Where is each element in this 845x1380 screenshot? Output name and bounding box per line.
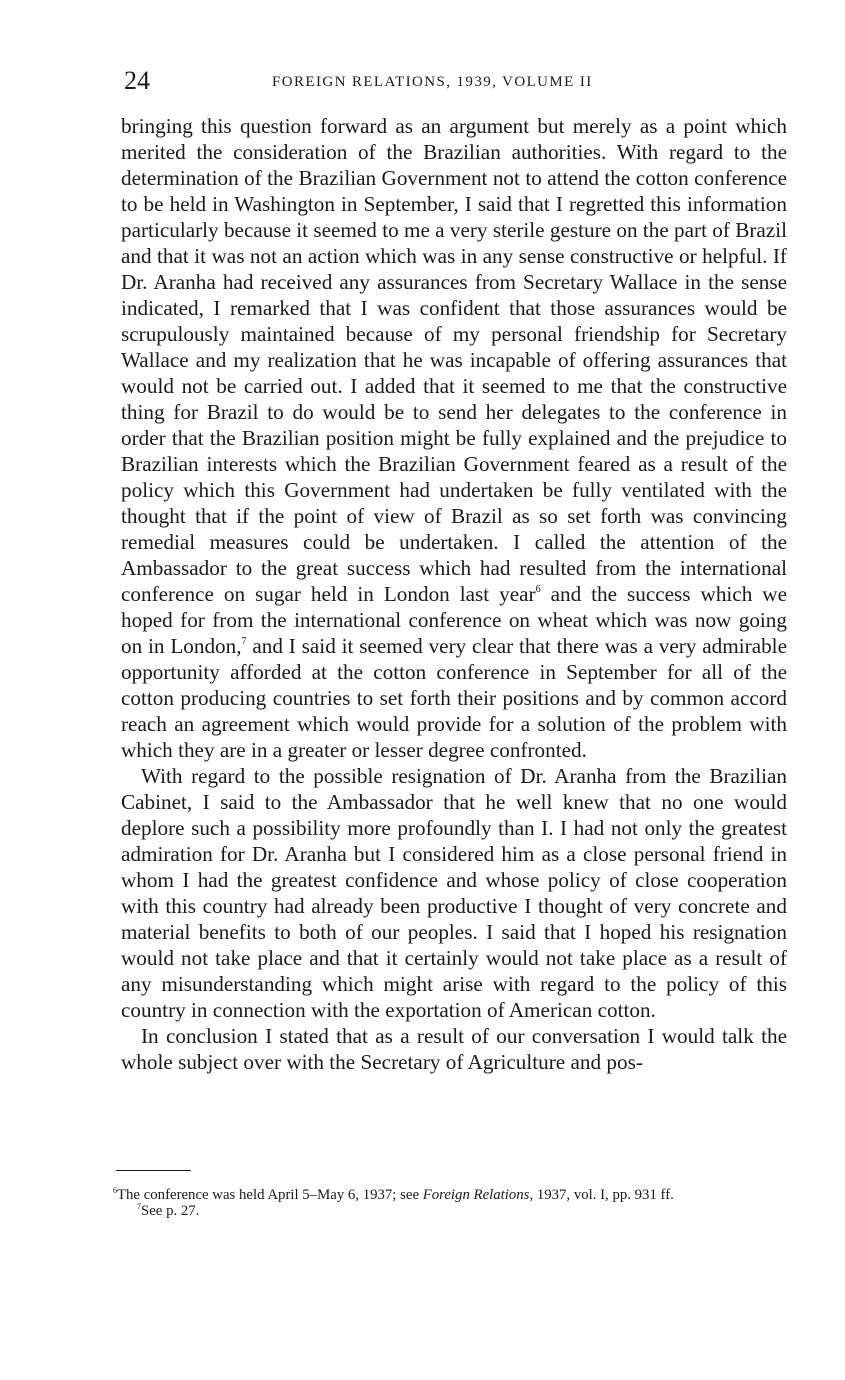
footnote-7-marker: 7 (137, 1202, 141, 1211)
footnote-ref-6[interactable]: 6 (535, 584, 541, 595)
footnote-6 (113, 1187, 785, 1203)
running-head (124, 66, 786, 96)
running-title: FOREIGN RELATIONS, 1939, VOLUME II (272, 74, 593, 90)
footnote-6-text-a: The conference was held April 5–May 6, 1937; see (117, 1187, 423, 1203)
footnote-7-text: See p. 27. (141, 1203, 200, 1219)
footnote-divider (116, 1170, 191, 1171)
footnote-ref-7[interactable]: 7 (241, 636, 247, 647)
paragraph-3: In conclusion I stated that as a result of our conversation I would talk the whole subject over with the Secretary of Agriculture and pos- (121, 1024, 787, 1074)
paragraph-1-text-c: and I said it seemed very clear that there was a very admirable opportunity afforded at the cotton conference in September for all of the cotton producing countries to set forth their positions and by common accord reach an agreement which would provide for a solution of the problem with which they are in a greater or lesser degree confronted. (121, 634, 787, 762)
paragraph-1 (121, 113, 787, 763)
paragraph-1-text-a: bringing this question forward as an argument but merely as a point which merited the consideration of the Brazilian authorities. With regard to the determination of the Brazilian Government not to attend the cotton conference to be held in Washington in September, I said that I regretted this information particularly because it seemed to me a very sterile gesture on the part of Brazil and that it was not an action which was in any sense constructive or helpful. If Dr. Aranha had received any assurances from Secretary Wallace in the sense indicated, I remarked that I was confident that those assurances would be scrupulously maintained because of my personal friendship for Secretary Wallace and my realization that he was incapable of offering assurances that would not be carried out. I added that it seemed to me that the constructive thing for Brazil to do would be to send her delegates to the conference in order that the Brazilian position might be fully explained and the prejudice to Brazilian interests which the Brazilian Government feared as a result of the policy which this Government had undertaken be fully ventilated with the thought that if the point of view of Brazil as so set forth was convincing remedial measures could be undertaken. I called the attention of the Ambassador to the great success which had resulted from the international conference on sugar held in London last year (121, 114, 787, 606)
footnote-6-marker: 6 (113, 1186, 117, 1195)
paragraph-1-text-b: and the success which we hoped for from the international conference on wheat which was now going on in London, (121, 582, 787, 658)
footnote-7 (113, 1203, 785, 1219)
footnote-6-italic: Foreign Relations (422, 1187, 530, 1203)
body-text (121, 113, 787, 1075)
page-number: 24 (124, 66, 150, 95)
paragraph-2: With regard to the possible resignation of Dr. Aranha from the Brazilian Cabinet, I said to the Ambassador that he well knew that no one would deplore such a possibility more profoundly than I. I had not only the greatest admiration for Dr. Aranha but I considered him as a close personal friend in whom I had the greatest confidence and whose policy of close cooperation with this country had already been productive I thought of very concrete and material benefits to both of our peoples. I said that I hoped his resignation would not take place and that it certainly would not take place as a result of any misunderstanding which might arise with regard to the policy of this country in connection with the exportation of American cotton. (121, 764, 787, 1022)
footnote-6-text-b: , 1937, vol. I, pp. 931 ff. (529, 1187, 674, 1203)
footnotes (113, 1187, 785, 1219)
